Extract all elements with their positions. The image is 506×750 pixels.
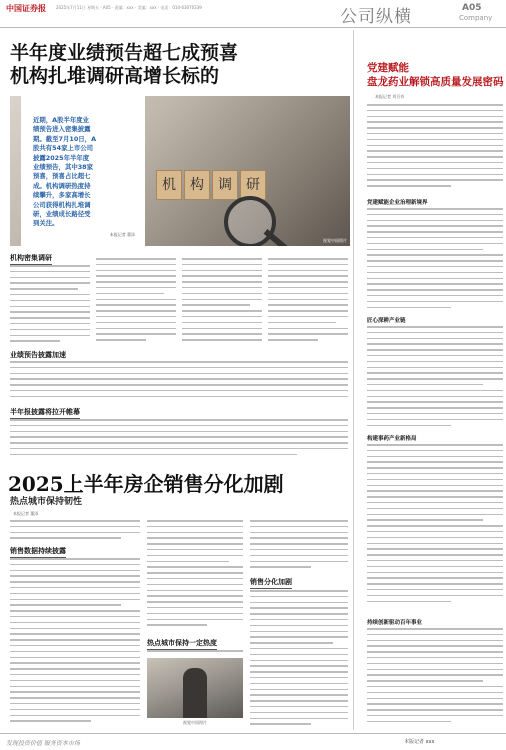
inset-caption: 视觉中国图片 bbox=[183, 720, 207, 725]
right-subhead: 党建赋能企业治理新境界 bbox=[367, 200, 428, 206]
lead-byline: 本报记者 董添 bbox=[109, 231, 135, 237]
summary-line: 预喜，预喜占比超七 bbox=[33, 172, 91, 181]
summary-line: 近期，A股半年度业 bbox=[33, 116, 90, 124]
section-title: 公司纵横 bbox=[340, 7, 412, 27]
second-body-col1 bbox=[10, 558, 140, 730]
lead-headline-line1: 半年度业绩预告超七成预喜 bbox=[10, 42, 239, 64]
section-english: Company bbox=[459, 14, 493, 22]
wooden-block: 构 bbox=[184, 170, 210, 200]
right-body-2 bbox=[367, 208, 503, 312]
magnifier-handle bbox=[264, 229, 291, 246]
magnifier-icon bbox=[224, 196, 276, 246]
second-subhead: 销售数据持续披露 bbox=[10, 546, 66, 558]
second-body-col2 bbox=[147, 520, 243, 634]
lead-body-bottom bbox=[10, 419, 348, 461]
summary-line: 成。机构调研热度持 bbox=[33, 181, 91, 190]
masthead-meta: 2025年7月11日 星期五 · A05 · 责编：xxx · 美编：xxx · 电话：010-63070339 bbox=[56, 5, 202, 10]
right-column-byline: 本报记者 刘百奇 bbox=[375, 94, 405, 99]
summary-line: 到关注。 bbox=[33, 219, 59, 228]
lead-subhead: 业绩预告披露加速 bbox=[10, 350, 66, 362]
summary-line: 绩预告进入密集披露 bbox=[33, 125, 91, 134]
lead-body-col3 bbox=[182, 258, 262, 346]
summary-line: 业绩预告，其中38家 bbox=[33, 163, 94, 172]
right-column-title-line2: 盘龙药业解锁高质量发展密码 bbox=[367, 76, 504, 88]
inset-figure bbox=[183, 668, 207, 718]
lead-headline bbox=[10, 42, 350, 88]
lead-headline-line2: 机构扎堆调研高增长标的 bbox=[10, 65, 220, 87]
masthead bbox=[0, 0, 506, 26]
footer-editor: 本版记者 xxx bbox=[404, 739, 435, 745]
inset-photo bbox=[147, 658, 243, 718]
right-subhead: 构建事药产业新格局 bbox=[367, 436, 417, 442]
lead-hero-photo bbox=[10, 96, 350, 246]
right-column-title-line1: 党建赋能 bbox=[367, 62, 409, 74]
second-headline: 2025上半年房企销售分化加剧 bbox=[8, 472, 284, 496]
second-body-col3a bbox=[250, 520, 348, 574]
right-body-3 bbox=[367, 326, 503, 430]
second-kicker: 热点城市保持韧性 bbox=[10, 497, 83, 507]
lead-body-col4 bbox=[268, 258, 348, 346]
second-subhead: 热点城市保持一定热度 bbox=[147, 638, 217, 650]
lead-body-col2 bbox=[96, 258, 176, 346]
footer-slogan: 发现投资价值 服务资本市场 bbox=[6, 740, 80, 747]
second-body-col2b bbox=[147, 650, 243, 656]
second-subhead: 销售分化加剧 bbox=[250, 577, 292, 589]
hero-photo-credit: 视觉中国图片 bbox=[323, 238, 347, 243]
summary-line: 披露2025年半年度 bbox=[33, 153, 90, 162]
second-body-col3b bbox=[250, 590, 348, 730]
summary-line: 研，业绩成长路径受 bbox=[33, 210, 91, 219]
right-column bbox=[355, 28, 506, 728]
summary-line: 股共有54家上市公司 bbox=[33, 144, 94, 153]
summary-line: 公司获得机构扎堆调 bbox=[33, 200, 91, 209]
newspaper-logo: 中国证券报 bbox=[6, 3, 46, 13]
wooden-block: 机 bbox=[156, 170, 182, 200]
right-body-1 bbox=[367, 104, 503, 196]
second-body-intro bbox=[10, 520, 140, 544]
column-divider bbox=[353, 30, 354, 730]
lead-summary-text bbox=[33, 116, 135, 229]
right-subhead: 匠心深耕产业链 bbox=[367, 318, 406, 324]
right-subhead: 持续创新驱动百年事业 bbox=[367, 620, 423, 626]
section-code: A05 bbox=[462, 3, 482, 13]
right-body-4 bbox=[367, 444, 503, 614]
lead-subhead: 机构密集调研 bbox=[10, 253, 52, 265]
wooden-block: 研 bbox=[240, 170, 266, 200]
wooden-block: 调 bbox=[212, 170, 238, 200]
footer-rule bbox=[0, 733, 506, 734]
summary-line: 期。截至7月10日，A bbox=[33, 134, 97, 143]
lead-summary-box bbox=[21, 96, 145, 246]
lead-body-col1 bbox=[10, 265, 90, 345]
lead-body-mid bbox=[10, 361, 348, 403]
right-body-5 bbox=[367, 628, 503, 728]
summary-line: 续攀升，多家高增长 bbox=[33, 191, 91, 200]
lead-subhead: 半年报披露将拉开帷幕 bbox=[10, 407, 80, 419]
second-byline: 本报记者 董添 bbox=[13, 511, 39, 516]
